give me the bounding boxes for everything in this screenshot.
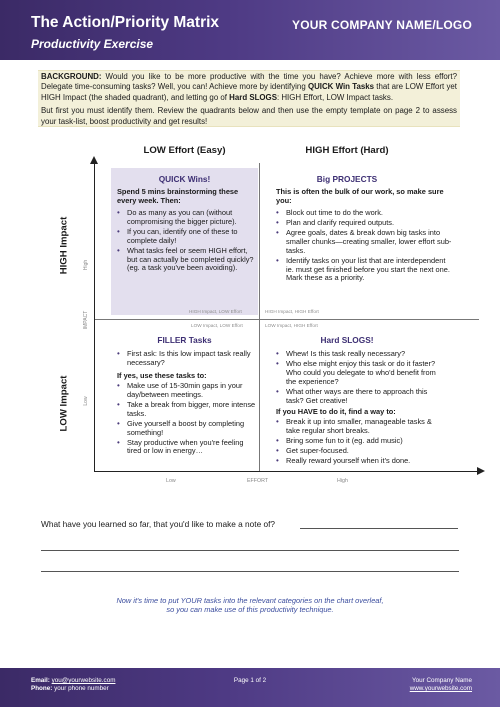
background-paragraph-2: But first you must identify them. Review the quadrants below and then use the empty template on page 2 to assess your task-list, boost productivity and get results! xyxy=(41,106,457,126)
background-paragraph xyxy=(41,72,457,103)
list-item: • Make use of 15-30min gaps in your day/between meetings. xyxy=(117,382,258,399)
filler-tasks-list xyxy=(117,350,258,369)
effort-high-tick: High xyxy=(337,478,348,484)
page-header xyxy=(0,0,500,60)
hard-slogs-ways-list xyxy=(276,418,446,468)
hard-slogs-subheading: If you HAVE to do it, find a way to: xyxy=(276,407,396,416)
column-high-effort: HIGH Effort (Hard) xyxy=(305,145,389,156)
company-logo-placeholder: YOUR COMPANY NAME/LOGO xyxy=(292,18,472,32)
filler-tasks-title: FILLER Tasks xyxy=(157,335,212,345)
impact-axis-label: IMPACT xyxy=(83,310,89,330)
list-item: • Do as many as you can (without compromising the bigger picture). xyxy=(117,209,258,226)
column-low-effort: LOW Effort (Easy) xyxy=(143,145,226,156)
filler-tasks-tag: LOW Impact, LOW Effort xyxy=(191,323,243,328)
quick-wins-intro: Spend 5 mins brainstorming these every week. Then: xyxy=(117,187,239,206)
list-item: • Agree goals, dates & break down big tasks into smaller chunks—creating smaller, lower effort sub-tasks. xyxy=(276,229,452,255)
background-label: BACKGROUND: xyxy=(41,72,102,81)
background-text-3: : HIGH Effort, LOW Impact tasks. xyxy=(276,92,394,102)
email-label: Email: xyxy=(31,677,50,684)
hard-slogs-title: Hard SLOGS! xyxy=(320,335,374,345)
closing-line-1: Now it's time to put YOUR tasks into the relevant categories on the chart overleaf, xyxy=(116,596,384,605)
list-item: • Bring some fun to it (eg. add music) xyxy=(276,437,446,446)
effort-low-tick: Low xyxy=(166,478,176,484)
list-item: • What other ways are there to approach this task? Get creative! xyxy=(276,388,444,405)
list-item: • If you can, identify one of these to complete daily! xyxy=(117,228,258,245)
quick-wins-term: QUICK Win Tasks xyxy=(307,82,375,92)
row-high-impact: HIGH Impact xyxy=(58,216,70,275)
list-item: • Break it up into smaller, manageable tasks & take regular short breaks. xyxy=(276,418,446,435)
quadrant-divider-vertical xyxy=(259,163,260,471)
website-link[interactable]: www.yourwebsite.com xyxy=(409,685,472,692)
filler-tasks-subheading: If yes, use these tasks to: xyxy=(117,371,207,380)
big-projects-title: Big PROJECTS xyxy=(316,174,378,184)
list-item: • Who else might enjoy this task or do it faster? Who could you delegate to who'd benefit from the experience? xyxy=(276,360,444,386)
list-item: • Identify tasks on your list that are interdependent ie. must get finished before you start the next one. Mark these as a priority. xyxy=(276,257,452,283)
notes-line-1[interactable] xyxy=(300,528,458,529)
page-footer xyxy=(0,668,500,707)
footer-company-name: Your Company Name xyxy=(412,677,472,684)
effort-axis-arrow xyxy=(477,467,485,475)
list-item: • Block out time to do the work. xyxy=(276,209,452,218)
list-item: • Take a break from bigger, more intense tasks. xyxy=(117,401,258,418)
footer-company xyxy=(410,677,472,693)
list-item: • Stay productive when you're feeling tired or low in energy… xyxy=(117,439,258,456)
hard-slogs-term: Hard SLOGS xyxy=(229,92,277,102)
big-projects-list xyxy=(276,209,452,285)
list-item: • First ask: Is this low impact task really necessary? xyxy=(117,350,258,367)
email-link[interactable]: you@yourwebsite.com xyxy=(51,677,116,684)
background-text-1: Would you like to be more productive with the time you have? Achieve more with less effort? Delegate time-consuming tasks? Well, you can! Achieve more by identifying xyxy=(41,72,457,92)
filler-tasks-uses-list xyxy=(117,382,258,458)
list-item: • Really reward yourself when it's done. xyxy=(276,457,446,466)
hard-slogs-list xyxy=(276,350,444,407)
quick-wins-tag: HIGH Impact, LOW Effort xyxy=(189,309,242,314)
page-title: The Action/Priority Matrix xyxy=(31,14,220,31)
list-item: • Get super-focused. xyxy=(276,447,446,456)
closing-line-2: so you can make use of this productivity technique. xyxy=(166,605,334,614)
background-box xyxy=(38,70,460,127)
notes-line-2[interactable] xyxy=(41,550,459,551)
big-projects-intro: This is often the bulk of our work, so make sure you: xyxy=(276,187,444,206)
impact-axis-arrow xyxy=(90,156,98,164)
quick-wins-list xyxy=(117,209,258,274)
effort-axis xyxy=(94,471,479,472)
big-projects-tag: HIGH Impact, HIGH Effort xyxy=(265,309,319,314)
list-item: • Whew! Is this task really necessary? xyxy=(276,350,444,359)
impact-high-tick: High xyxy=(83,259,89,271)
quadrant-divider-horizontal xyxy=(95,319,479,320)
row-low-impact: LOW Impact xyxy=(58,375,70,432)
impact-axis xyxy=(94,162,95,472)
page-subtitle: Productivity Exercise xyxy=(31,37,154,51)
phone-label: Phone: xyxy=(31,685,53,692)
page-number: Page 1 of 2 xyxy=(233,677,267,684)
notes-line-3[interactable] xyxy=(41,571,459,572)
background-text-2: that are LOW Effort yet HIGH Impact (the shaded quadrant), and letting go of xyxy=(41,82,457,102)
effort-axis-label: EFFORT xyxy=(247,478,269,484)
quick-wins-title: QUICK Wins! xyxy=(158,174,211,184)
impact-low-tick: Low xyxy=(83,396,89,406)
notes-question: What have you learned so far, that you'd like to make a note of? xyxy=(41,519,276,529)
phone-number: your phone number xyxy=(54,685,109,692)
list-item: • Give yourself a boost by completing something! xyxy=(117,420,258,437)
list-item: • Plan and clarify required outputs. xyxy=(276,219,452,228)
hard-slogs-tag: LOW Impact, HIGH Effort xyxy=(265,323,318,328)
list-item: • What tasks feel or seem HIGH effort, but can actually be completed quickly? (eg. a task you've been avoiding). xyxy=(117,247,258,273)
